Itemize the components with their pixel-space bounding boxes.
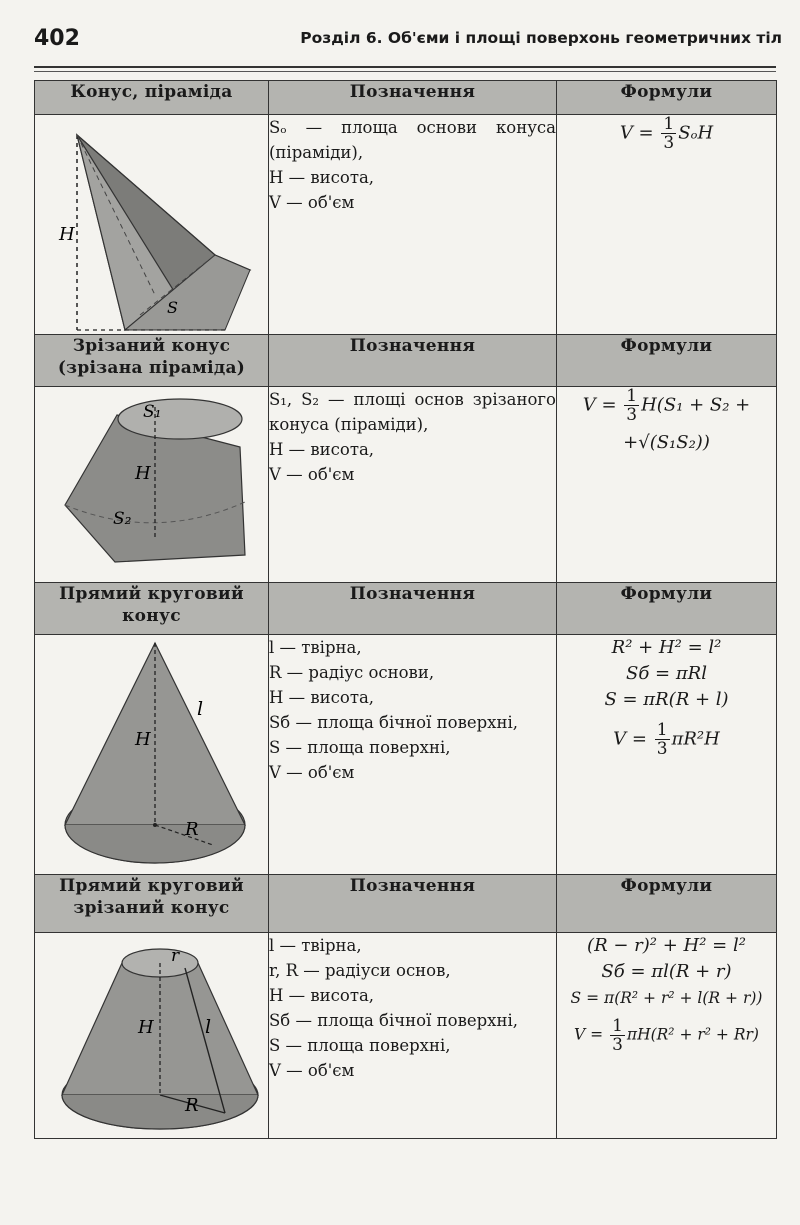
volume-formula: V = $\frac{1}{3}$ πR²H: [613, 720, 720, 759]
bottom-radius-label: R: [185, 1095, 199, 1116]
header-rule-thin: [34, 71, 776, 72]
top-area-label: S₁: [143, 402, 162, 422]
formula-cell: [557, 933, 777, 1139]
column-header-formulas: Формули: [557, 335, 777, 387]
notation-line: S — площа поверхні,: [269, 738, 451, 757]
section-title: Конус, піраміда: [35, 81, 269, 115]
section-title: Зрізаний конус (зрізана піраміда): [35, 335, 269, 387]
notation-line: S — площа поверхні,: [269, 1036, 451, 1055]
slant-label: l: [205, 1016, 212, 1038]
notation-line: H — висота,: [269, 986, 375, 1005]
notation-line: r, R — радіуси основ,: [269, 961, 451, 980]
notation-line: Sб — площа бічної поверхні,: [269, 1011, 519, 1030]
chapter-title: Розділ 6. Об'єми і площі поверхонь геометричних тіл: [300, 29, 782, 47]
truncated-cone-figure-cell: [35, 933, 269, 1139]
pyramid-figure-cell: [35, 115, 269, 335]
frustum-figure-cell: [35, 387, 269, 583]
section-title: Прямий круговий конус: [35, 583, 269, 635]
surface-area-formula: S = πR(R + l): [604, 689, 729, 710]
page-header: [34, 26, 782, 56]
notation-line: H — висота,: [269, 440, 375, 459]
pyramid-figure: [35, 115, 267, 333]
section-title: Прямий круговий зрізаний конус: [35, 875, 269, 933]
notation-line: Sₒ — площа основи конуса (піраміди),: [269, 118, 556, 162]
notation-cell: [269, 387, 557, 583]
notation-line: H — висота,: [269, 168, 375, 187]
height-label: H: [59, 224, 75, 245]
section-body-row: [35, 933, 777, 1139]
notation-line: R — радіус основи,: [269, 663, 435, 682]
section-body-row: [35, 387, 777, 583]
fraction: $\frac{1}{3}$: [626, 386, 638, 425]
fraction: $\frac{1}{3}$: [663, 114, 675, 153]
column-header-formulas: Формули: [557, 875, 777, 933]
cone-figure-cell: [35, 635, 269, 875]
page-number: 402: [34, 26, 80, 51]
notation-cell: [269, 635, 557, 875]
section-body-row: [35, 115, 777, 335]
notation-line: V — об'єм: [269, 1061, 355, 1080]
base-area-label: S: [167, 298, 178, 317]
formula-cell: [557, 115, 777, 335]
volume-formula: V = $\frac{1}{3}$ SₒH: [619, 114, 714, 153]
section-header-row: [35, 81, 777, 115]
notation-line: V — об'єм: [269, 763, 355, 782]
bottom-area-label: S₂: [113, 509, 132, 529]
column-header-formulas: Формули: [557, 81, 777, 115]
column-header-notation: Позначення: [269, 81, 557, 115]
notation-line: V — об'єм: [269, 465, 355, 484]
formula-table: [34, 80, 777, 1139]
formula-cell: [557, 387, 777, 583]
column-header-formulas: Формули: [557, 583, 777, 635]
column-header-notation: Позначення: [269, 335, 557, 387]
fraction: $\frac{1}{3}$: [612, 1016, 623, 1055]
section-header-row: [35, 583, 777, 635]
volume-formula-continued: +√(S₁S₂)): [623, 432, 710, 453]
fraction: $\frac{1}{3}$: [656, 720, 668, 759]
truncated-cone-figure: [35, 933, 267, 1137]
formula-cell: [557, 635, 777, 875]
slant-label: l: [197, 698, 204, 720]
lateral-area-formula: Sб = πRl: [626, 663, 707, 684]
frustum-figure: [35, 387, 267, 581]
volume-formula: V = $\frac{1}{3}$ πH(R² + r² + Rr): [574, 1016, 759, 1055]
height-label: H: [138, 1017, 154, 1038]
pythagoras-formula: (R − r)² + H² = l²: [587, 935, 746, 956]
volume-formula: V = $\frac{1}{3}$ H(S₁ + S₂ +: [582, 386, 751, 425]
notation-line: S₁, S₂ — площі основ зрізаного конуса (піраміди),: [269, 390, 556, 434]
column-header-notation: Позначення: [269, 875, 557, 933]
pythagoras-formula: R² + H² = l²: [611, 637, 722, 658]
notation-line: l — твірна,: [269, 638, 362, 657]
header-rule: [34, 66, 776, 68]
section-header-row: [35, 875, 777, 933]
notation-line: Sб — площа бічної поверхні,: [269, 713, 519, 732]
top-radius-label: r: [171, 946, 180, 966]
height-label: H: [135, 463, 151, 484]
notation-cell: [269, 933, 557, 1139]
lateral-area-formula: Sб = πl(R + r): [601, 961, 732, 982]
column-header-notation: Позначення: [269, 583, 557, 635]
radius-label: R: [185, 819, 199, 840]
notation-line: l — твірна,: [269, 936, 362, 955]
section-header-row: [35, 335, 777, 387]
section-body-row: [35, 635, 777, 875]
surface-area-formula: S = π(R² + r² + l(R + r)): [570, 989, 763, 1007]
notation-cell: [269, 115, 557, 335]
height-label: H: [135, 729, 151, 750]
cone-figure: [35, 635, 267, 873]
notation-line: V — об'єм: [269, 193, 355, 212]
notation-line: H — висота,: [269, 688, 375, 707]
